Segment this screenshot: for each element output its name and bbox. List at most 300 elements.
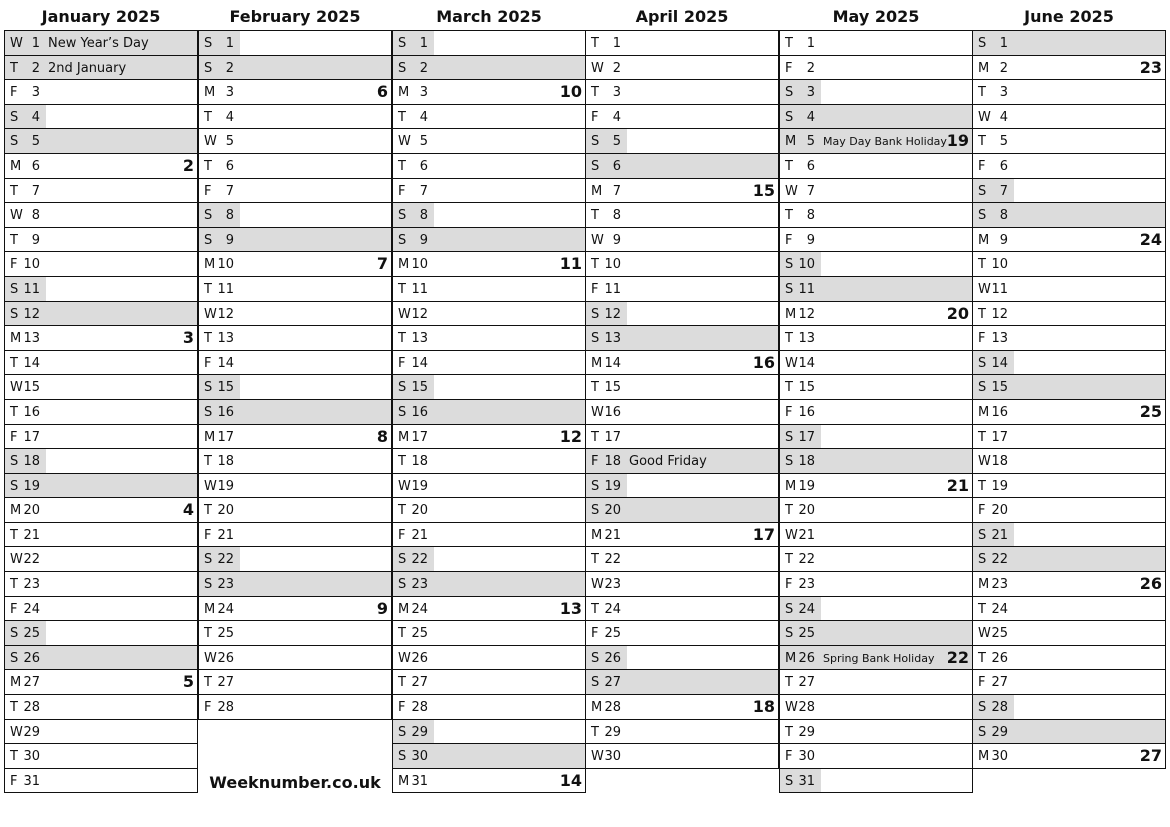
week-number: 10 <box>559 82 582 102</box>
weekday-letter: T <box>10 577 18 593</box>
day-row <box>779 547 973 572</box>
day-number: 11 <box>798 281 815 297</box>
weekday-letter: S <box>10 626 19 642</box>
weekday-letter: S <box>398 36 407 51</box>
holiday-label: New Year’s Day <box>48 36 149 51</box>
weekday-letter: T <box>978 306 986 322</box>
day-number: 29 <box>411 724 428 740</box>
weekday-letter: W <box>398 478 411 494</box>
weekday-letter: T <box>204 158 212 174</box>
day-row <box>4 351 198 376</box>
weekday-letter: M <box>591 700 603 716</box>
day-row <box>392 105 586 130</box>
weekday-letter: T <box>204 281 212 297</box>
day-number: 13 <box>798 331 815 347</box>
weekday-letter: M <box>398 429 410 445</box>
weekday-letter: T <box>978 85 986 101</box>
day-row <box>779 400 973 425</box>
day-row <box>585 228 779 253</box>
day-number: 11 <box>411 281 428 297</box>
day-number: 24 <box>604 601 621 617</box>
weekday-letter: S <box>785 257 794 273</box>
day-row <box>392 621 586 646</box>
day-row <box>779 351 973 376</box>
day-row <box>585 252 779 277</box>
day-row <box>585 154 779 179</box>
weekday-letter: S <box>10 478 19 494</box>
day-row <box>972 646 1166 671</box>
day-number: 16 <box>604 404 621 420</box>
day-row <box>972 326 1166 351</box>
day-number: 14 <box>798 355 815 371</box>
weekday-letter: S <box>204 36 213 51</box>
day-row <box>198 449 392 474</box>
day-number: 28 <box>23 700 40 716</box>
day-row <box>392 179 586 204</box>
day-row <box>779 326 973 351</box>
month-title: April 2025 <box>635 7 729 26</box>
day-number: 24 <box>217 601 234 617</box>
week-number: 18 <box>752 697 775 717</box>
week-number: 27 <box>1139 746 1162 766</box>
day-number: 17 <box>217 429 234 445</box>
day-number: 27 <box>604 675 621 691</box>
weekday-letter: S <box>785 454 794 470</box>
day-number: 25 <box>23 626 40 642</box>
day-row <box>585 31 779 56</box>
week-number: 8 <box>376 426 388 446</box>
weekday-letter: W <box>785 355 798 371</box>
day-row <box>779 744 973 769</box>
day-number: 8 <box>419 208 428 224</box>
day-row <box>585 695 779 720</box>
weekday-letter: M <box>785 478 797 494</box>
day-number: 10 <box>411 257 428 273</box>
day-number: 19 <box>217 478 234 494</box>
weekday-letter: W <box>785 183 798 199</box>
day-number: 19 <box>604 478 621 494</box>
day-row <box>4 597 198 622</box>
day-number: 15 <box>991 380 1008 396</box>
weekday-letter: T <box>785 552 793 568</box>
day-number: 28 <box>217 700 234 716</box>
day-row <box>4 523 198 548</box>
day-number: 12 <box>23 306 40 322</box>
week-number: 23 <box>1139 57 1162 77</box>
weekday-letter: F <box>204 700 212 716</box>
day-number: 3 <box>225 85 234 101</box>
day-number: 5 <box>612 134 621 150</box>
day-number: 11 <box>604 281 621 297</box>
weekday-letter: F <box>204 183 212 199</box>
day-number: 14 <box>604 355 621 371</box>
weekday-letter: W <box>591 60 604 76</box>
weekday-letter: F <box>785 577 793 593</box>
day-row <box>779 129 973 154</box>
day-number: 10 <box>23 257 40 273</box>
week-number: 2 <box>182 155 194 175</box>
day-row <box>972 203 1166 228</box>
day-row <box>198 203 392 228</box>
day-row <box>392 523 586 548</box>
day-row <box>779 56 973 81</box>
weekday-letter: T <box>591 85 599 101</box>
weekday-letter: W <box>204 306 217 322</box>
day-number: 23 <box>411 577 428 593</box>
day-number: 3 <box>612 85 621 101</box>
day-row <box>198 302 392 327</box>
weekday-letter: W <box>978 281 991 297</box>
weekday-letter: T <box>978 257 986 273</box>
month-title: May 2025 <box>832 7 920 26</box>
day-row <box>198 425 392 450</box>
weekday-letter: F <box>10 85 18 101</box>
day-row <box>972 179 1166 204</box>
day-number: 2 <box>31 60 40 76</box>
day-row <box>779 228 973 253</box>
weekday-letter: M <box>398 85 410 101</box>
month-column <box>972 0 1166 769</box>
weekday-letter: T <box>591 257 599 273</box>
weekday-letter: W <box>398 134 411 150</box>
day-row <box>972 228 1166 253</box>
weekday-letter: F <box>978 158 986 174</box>
weekday-letter: M <box>978 577 990 593</box>
day-row <box>4 80 198 105</box>
day-row <box>779 252 973 277</box>
day-row <box>972 351 1166 376</box>
day-row <box>585 720 779 745</box>
day-number: 1 <box>31 36 40 51</box>
day-row <box>4 105 198 130</box>
day-number: 7 <box>31 183 40 199</box>
day-row <box>779 154 973 179</box>
day-row <box>392 154 586 179</box>
weekday-letter: T <box>398 158 406 174</box>
weekday-letter: T <box>204 626 212 642</box>
day-number: 9 <box>806 232 815 248</box>
weekday-letter: S <box>10 134 19 150</box>
weekday-letter: S <box>591 478 600 494</box>
day-row <box>779 203 973 228</box>
day-number: 4 <box>225 109 234 125</box>
month-title: March 2025 <box>436 7 542 26</box>
weekday-letter: M <box>785 306 797 322</box>
day-row <box>198 498 392 523</box>
day-number: 17 <box>991 429 1008 445</box>
day-row <box>972 302 1166 327</box>
day-number: 18 <box>23 454 40 470</box>
day-number: 22 <box>798 552 815 568</box>
weekday-letter: S <box>978 552 987 568</box>
day-row <box>198 154 392 179</box>
day-number: 29 <box>23 724 40 740</box>
day-number: 15 <box>411 380 428 396</box>
weekday-letter: S <box>204 404 213 420</box>
day-row <box>585 449 779 474</box>
weekday-letter: W <box>591 577 604 593</box>
day-number: 11 <box>217 281 234 297</box>
weekday-letter: W <box>204 134 217 150</box>
day-row <box>585 105 779 130</box>
weekday-letter: W <box>978 626 991 642</box>
weekday-letter: W <box>10 36 23 51</box>
week-number: 12 <box>559 426 582 446</box>
day-row <box>4 375 198 400</box>
weekday-letter: S <box>978 700 987 716</box>
day-row <box>198 56 392 81</box>
day-row <box>4 179 198 204</box>
day-number: 7 <box>806 183 815 199</box>
day-row <box>198 646 392 671</box>
weekday-letter: M <box>591 183 603 199</box>
day-number: 2 <box>419 60 428 76</box>
weekday-letter: S <box>978 724 987 740</box>
day-number: 17 <box>604 429 621 445</box>
day-number: 31 <box>411 773 428 789</box>
day-row <box>392 498 586 523</box>
weekday-letter: S <box>978 380 987 396</box>
weekday-letter: M <box>204 429 216 445</box>
day-number: 14 <box>217 355 234 371</box>
day-row <box>4 769 198 794</box>
day-row <box>4 56 198 81</box>
weekday-letter: T <box>10 60 18 76</box>
day-number: 27 <box>798 675 815 691</box>
day-number: 7 <box>612 183 621 199</box>
day-row <box>198 572 392 597</box>
week-number: 9 <box>376 598 388 618</box>
day-row <box>392 597 586 622</box>
weekday-letter: S <box>10 306 19 322</box>
weekday-letter: M <box>10 331 22 347</box>
day-row <box>972 720 1166 745</box>
day-number: 12 <box>604 306 621 322</box>
weekday-letter: S <box>398 208 407 224</box>
day-number: 24 <box>411 601 428 617</box>
day-row <box>4 302 198 327</box>
day-number: 28 <box>798 700 815 716</box>
day-row <box>779 449 973 474</box>
day-number: 11 <box>23 281 40 297</box>
week-number: 6 <box>376 82 388 102</box>
day-number: 5 <box>806 134 815 150</box>
day-number: 16 <box>991 404 1008 420</box>
day-number: 20 <box>23 503 40 519</box>
day-number: 3 <box>806 85 815 101</box>
day-number: 2 <box>612 60 621 76</box>
day-number: 4 <box>999 109 1008 125</box>
weekday-letter: T <box>978 429 986 445</box>
weekday-letter: F <box>785 749 793 765</box>
day-number: 26 <box>991 650 1008 666</box>
day-row <box>779 302 973 327</box>
day-row <box>392 31 586 56</box>
weekday-letter: M <box>978 232 990 248</box>
day-row <box>972 449 1166 474</box>
weekday-letter: M <box>785 134 797 150</box>
day-row <box>779 277 973 302</box>
day-row <box>972 425 1166 450</box>
day-row <box>4 498 198 523</box>
week-number: 5 <box>182 672 194 692</box>
weekday-letter: T <box>10 700 18 716</box>
day-row <box>392 203 586 228</box>
day-number: 6 <box>999 158 1008 174</box>
day-number: 27 <box>411 675 428 691</box>
weekday-letter: F <box>591 626 599 642</box>
day-number: 14 <box>23 355 40 371</box>
weekday-letter: T <box>10 527 18 543</box>
weekday-letter: W <box>204 650 217 666</box>
weekday-letter: S <box>591 650 600 666</box>
day-number: 1 <box>419 36 428 51</box>
weekday-letter: M <box>978 749 990 765</box>
weekday-letter: F <box>398 183 406 199</box>
day-row <box>585 523 779 548</box>
day-row <box>585 547 779 572</box>
weekday-letter: F <box>591 454 599 470</box>
day-number: 29 <box>604 724 621 740</box>
day-row <box>198 400 392 425</box>
day-number: 3 <box>31 85 40 101</box>
weekday-letter: T <box>785 380 793 396</box>
day-number: 19 <box>798 478 815 494</box>
holiday-label: 2nd January <box>48 60 127 76</box>
day-number: 5 <box>999 134 1008 150</box>
day-number: 12 <box>411 306 428 322</box>
weekday-letter: M <box>204 601 216 617</box>
weekday-letter: F <box>398 527 406 543</box>
day-number: 26 <box>411 650 428 666</box>
day-row <box>779 498 973 523</box>
day-number: 14 <box>991 355 1008 371</box>
day-row <box>4 203 198 228</box>
weekday-letter: S <box>591 134 600 150</box>
day-row <box>198 597 392 622</box>
weekday-letter: S <box>591 158 600 174</box>
week-number: 26 <box>1139 574 1162 594</box>
day-row <box>4 720 198 745</box>
day-row <box>585 375 779 400</box>
day-number: 13 <box>991 331 1008 347</box>
weekday-letter: F <box>204 527 212 543</box>
day-number: 25 <box>411 626 428 642</box>
weekday-letter: S <box>10 281 19 297</box>
day-row <box>972 498 1166 523</box>
weekday-letter: W <box>10 724 23 740</box>
week-number: 24 <box>1139 229 1162 249</box>
day-number: 6 <box>31 158 40 174</box>
day-row <box>779 105 973 130</box>
day-number: 21 <box>604 527 621 543</box>
day-number: 9 <box>419 232 428 248</box>
week-number: 20 <box>946 303 969 323</box>
day-number: 27 <box>991 675 1008 691</box>
week-number: 13 <box>559 598 582 618</box>
day-row <box>198 351 392 376</box>
day-row <box>585 277 779 302</box>
day-number: 22 <box>604 552 621 568</box>
month-column <box>392 0 586 793</box>
weekday-letter: T <box>591 724 599 740</box>
day-number: 13 <box>23 331 40 347</box>
day-row <box>779 597 973 622</box>
day-number: 1 <box>806 36 815 51</box>
weekday-letter: T <box>978 478 986 494</box>
weekday-letter: F <box>398 700 406 716</box>
day-row <box>585 744 779 769</box>
day-row <box>972 621 1166 646</box>
day-number: 3 <box>419 85 428 101</box>
day-number: 4 <box>612 109 621 125</box>
day-row <box>585 474 779 499</box>
weekday-letter: S <box>591 675 600 691</box>
weekday-letter: S <box>591 331 600 347</box>
day-row <box>198 326 392 351</box>
day-row <box>392 326 586 351</box>
weekday-letter: M <box>591 355 603 371</box>
weekday-letter: W <box>978 454 991 470</box>
weekday-letter: F <box>785 232 793 248</box>
day-number: 16 <box>217 404 234 420</box>
day-number: 20 <box>604 503 621 519</box>
day-row <box>585 203 779 228</box>
weekday-letter: S <box>978 36 987 51</box>
weekday-letter: W <box>785 527 798 543</box>
day-number: 10 <box>604 257 621 273</box>
day-number: 20 <box>991 503 1008 519</box>
month-column <box>585 0 779 769</box>
day-number: 16 <box>798 404 815 420</box>
day-number: 8 <box>31 208 40 224</box>
day-row <box>779 80 973 105</box>
weekday-letter: S <box>785 773 794 789</box>
weekday-letter: M <box>398 773 410 789</box>
weekday-letter: T <box>591 601 599 617</box>
day-row <box>585 56 779 81</box>
day-row <box>392 547 586 572</box>
day-number: 4 <box>806 109 815 125</box>
day-number: 20 <box>217 503 234 519</box>
day-row <box>4 621 198 646</box>
day-row <box>392 769 586 794</box>
day-number: 1 <box>612 36 621 51</box>
weekday-letter: M <box>591 527 603 543</box>
day-row <box>779 179 973 204</box>
day-row <box>585 302 779 327</box>
day-row <box>198 277 392 302</box>
day-row <box>392 375 586 400</box>
day-number: 6 <box>612 158 621 174</box>
weekday-letter: W <box>10 208 23 224</box>
weekday-letter: S <box>10 650 19 666</box>
day-row <box>972 277 1166 302</box>
day-list <box>972 30 1166 769</box>
weekday-letter: T <box>591 208 599 224</box>
weekday-letter: S <box>204 552 213 568</box>
day-number: 12 <box>217 306 234 322</box>
week-number: 4 <box>182 500 194 520</box>
day-number: 9 <box>225 232 234 248</box>
day-number: 26 <box>604 650 621 666</box>
day-number: 28 <box>411 700 428 716</box>
day-number: 23 <box>604 577 621 593</box>
day-row <box>779 646 973 671</box>
day-number: 18 <box>411 454 428 470</box>
day-number: 8 <box>612 208 621 224</box>
day-number: 29 <box>798 724 815 740</box>
